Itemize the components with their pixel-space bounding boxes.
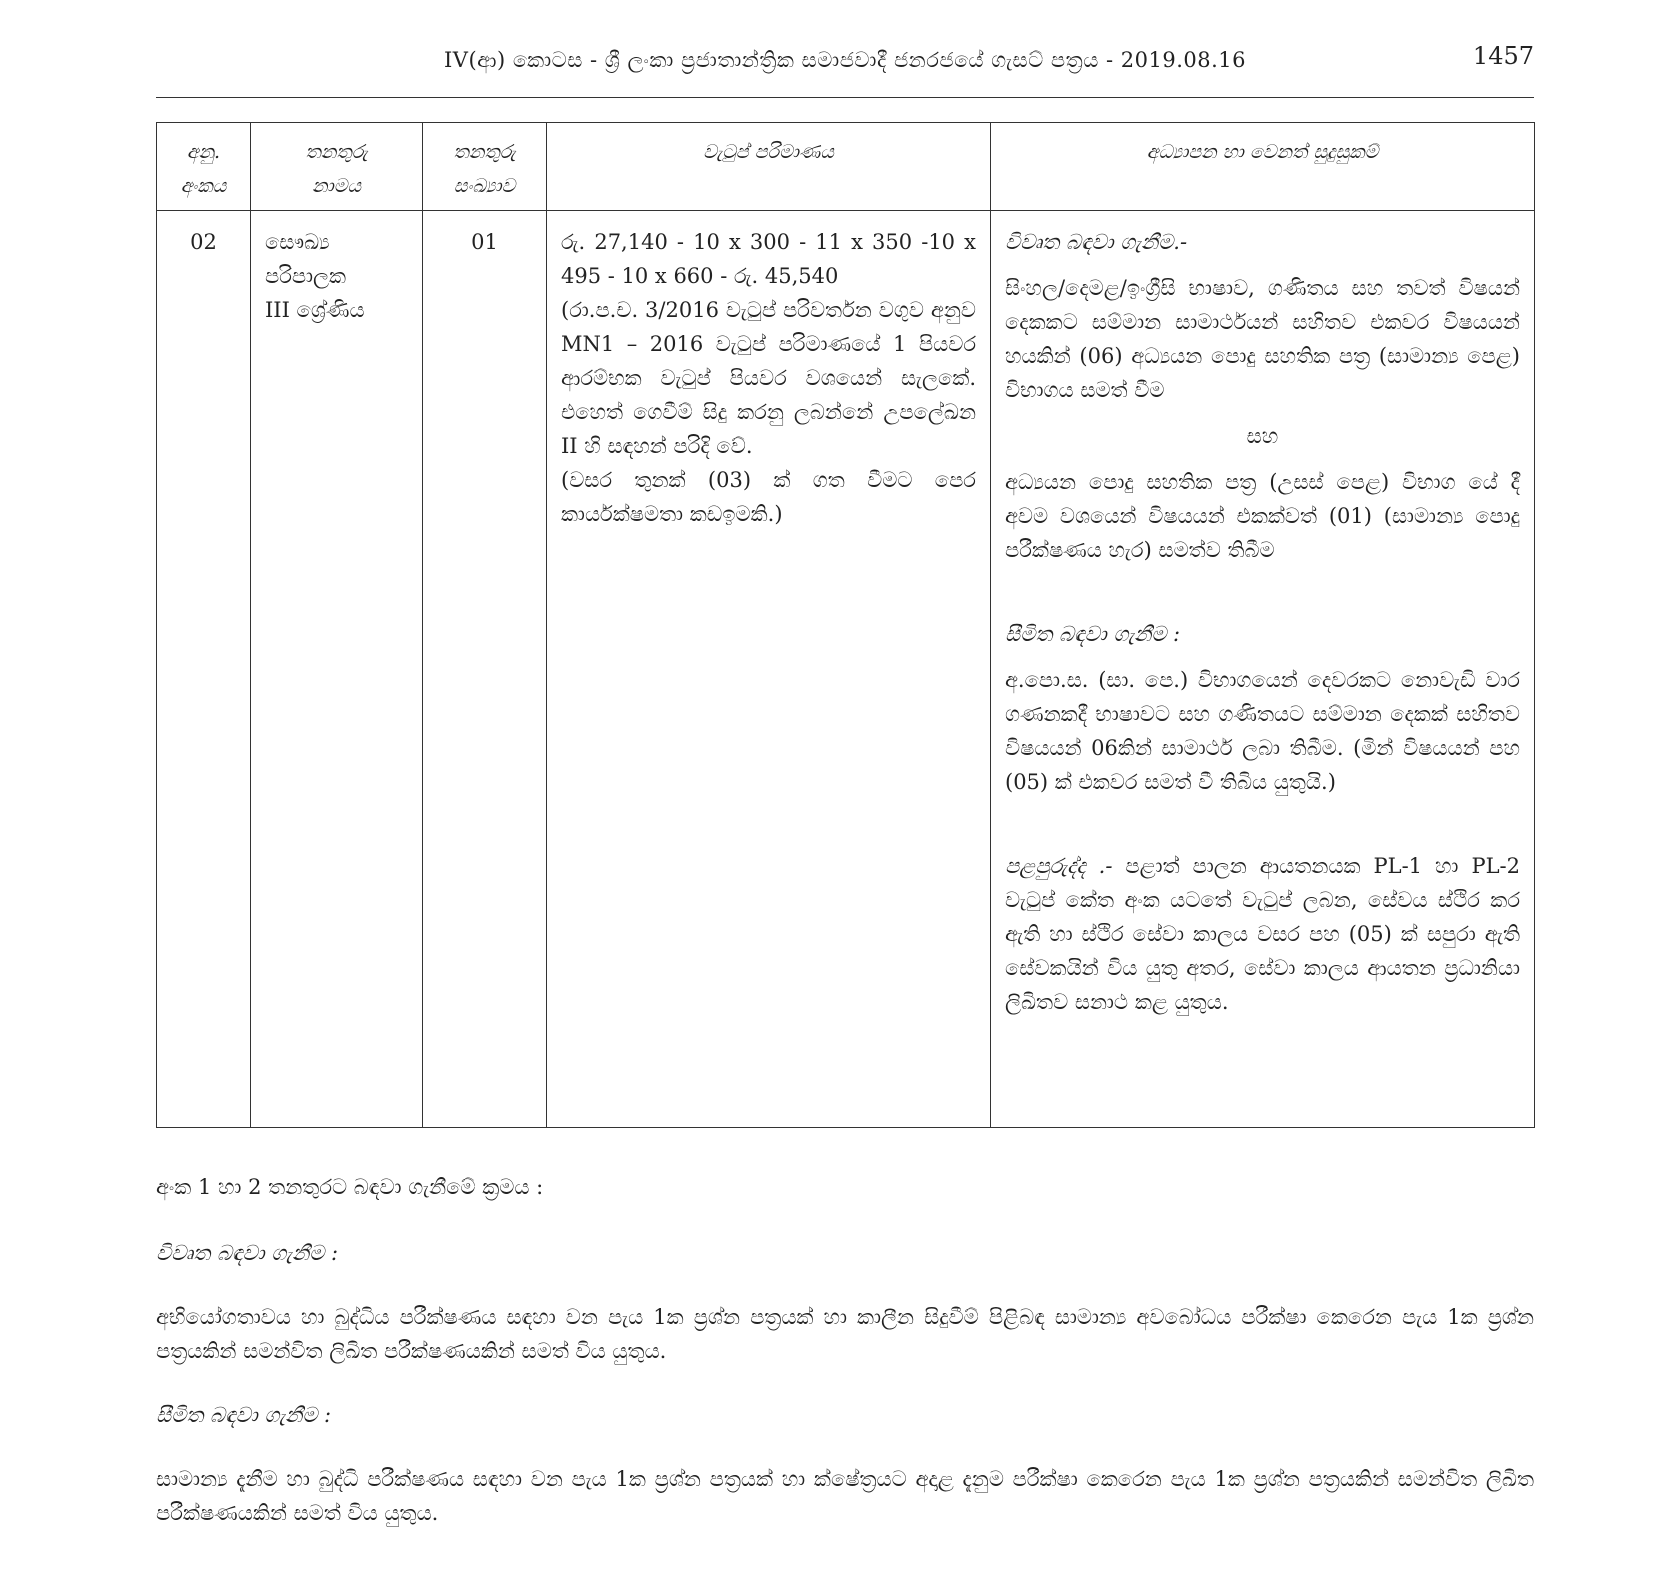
header-rule xyxy=(156,97,1534,98)
table-row xyxy=(157,211,1535,1128)
efficiency-bar-note: (වසර තුනක් (03) ක් ගත වීමට පෙර කාර්යක්ෂමතා කඩඉමකි.) xyxy=(561,468,976,526)
salary-cell xyxy=(547,211,991,1128)
header-salary-scale-line-1: වැටුප් පරිමාණය xyxy=(703,141,834,163)
post-title-line-3: III ශ්‍රේණිය xyxy=(265,298,365,322)
limited-qualification: අ.පො.ස. (සා. පෙ.) විභාගයෙන් දෙවරකට නොවැඩි වාර ගණනකදී භාෂාවට සහ ගණිතයට සම්මාන දෙකක් සහිතව විෂයයන් 06කින් සාමාර්ථ ලබා තිබීම. (මින් විෂයයන් පහ (05) ක් එකවර සමත් වී තිබිය යුතුයි.) xyxy=(1005,668,1520,794)
salary-note: (රා.ප.ච. 3/2016 වැටුප් පරිවර්තන වගුව අනුව MN1 – 2016 වැටුප් පරිමාණයේ 1 පියවර ආරම්භක වැටුප් පියවර වශයෙන් සැලකේ. එහෙත් ගෙවීම් සිදු කරනු ලබන්නේ උපලේඛන II හි සඳහන් පරිදි වේ. xyxy=(561,298,976,458)
header-serial-line-1: අනු. xyxy=(186,141,221,163)
post-title-line-2: පරිපාලක xyxy=(265,264,347,288)
open-recruitment-heading: විවෘත බඳවා ගැනීම.- xyxy=(1005,230,1188,254)
post-title-cell xyxy=(251,211,423,1128)
open-qualification-2: අධ්‍යයන පොදු සහතික පත්‍ර (උසස් පෙළ) විභාග යේ දී අවම වශයෙන් විෂයයන් එකක්වත් (01) (සාමාන්‍ය පොදු පරීක්ෂණය හැර) සමත්ව තිබීම xyxy=(1005,470,1520,562)
header-serial-line-2: අංකය xyxy=(180,175,227,197)
header-post-name xyxy=(251,123,423,211)
experience-label: පළපුරුද්ද .- xyxy=(1005,854,1113,878)
header-post-count-line-2: සංඛ්‍යාව xyxy=(453,175,516,197)
limited-exam-heading: සීමිත බඳවා ගැනීම : xyxy=(156,1403,332,1427)
open-exam-text: අභියෝගතාවය හා බුද්ධිය පරීක්ෂණය සඳහා වන පැය 1ක ප්‍රශ්න පත්‍රයක් හා කාලීන සිදුවීම් පිළිබඳ සාමාන්‍ය අවබෝධය පරීක්ෂා කෙරෙන පැය 1ක ප්‍රශ්න පත්‍රයකින් සමන්විත ලිඛිත පරීක්ෂණයකින් සමත් විය යුතුය. xyxy=(156,1305,1534,1363)
post-count: 01 xyxy=(423,211,547,1128)
header-qualifications xyxy=(991,123,1535,211)
limited-exam-text: සාමාන්‍ය දැනීම හා බුද්ධි පරීක්ෂණය සඳහා වන පැය 1ක ප්‍රශ්න පත්‍රයක් හා ක්ෂේත්‍රයට අදාළ දැනුම පරීක්ෂා කෙරෙන පැය 1ක ප්‍රශ්න පත්‍රයකින් සමන්විත ලිඛිත පරීක්ෂණයකින් සමත් විය යුතුය. xyxy=(156,1467,1534,1525)
gazette-header-title: IV(ආ) කොටස - ශ්‍රී ලංකා ප්‍රජාතාන්ත්‍රික සමාජවාදී ජනරජයේ ගැසට් පත්‍රය - 2019.08.16 xyxy=(444,48,1246,72)
header-salary-scale xyxy=(547,123,991,211)
recruitment-method-heading: අංක 1 හා 2 තනතුරට බඳවා ගැනීමේ ක්‍රමය : xyxy=(156,1175,544,1199)
header-qualifications-line-1: අධ්‍යාපන හා වෙනත් සුදුසුකම් xyxy=(1146,141,1379,163)
experience-requirement xyxy=(1005,849,1520,1019)
open-qualification-1: සිංහල/දෙමළ/ඉංග්‍රීසි භාෂාව, ගණිතය සහ තවත් විෂයන් දෙකකට සම්මාන සාමාර්ථයන් සහිතව එකවර විෂයයන් හයකින් (06) අධ්‍යයන පොදු සහතික පත්‍ර (සාමාන්‍ය පෙළ) විභාගය සමත් වීම xyxy=(1005,276,1520,402)
row-number: 02 xyxy=(157,211,251,1128)
table-header-row xyxy=(157,123,1535,211)
salary-scale: රු. 27,140 - 10 x 300 - 11 x 350 -10 x 495 - 10 x 660 - රු. 45,540 xyxy=(561,230,976,288)
experience-text: පළාත් පාලන ආයතනයක PL-1 හා PL-2 වැටුප් කේත අංක යටතේ වැටුප් ලබන, සේවය ස්ථිර කර ඇති හා ස්ථිර සේවා කාලය වසර පහ (05) ක් සපුරා ඇති සේවකයින් විය යුතු අතර, සේවා කාලය ආයතන ප්‍රධානියා ලිඛිතව සනාථ කළ යුතුය. xyxy=(1005,854,1520,1014)
vacancy-table xyxy=(156,122,1535,1128)
post-title-line-1: සෞඛ්‍ය xyxy=(265,230,330,254)
page-number: 1457 xyxy=(1472,42,1534,70)
header-post-name-line-2: නාමය xyxy=(311,175,361,197)
header-post-count xyxy=(423,123,547,211)
open-exam-heading: විවෘත බඳවා ගැනීම : xyxy=(156,1241,339,1265)
header-serial-number xyxy=(157,123,251,211)
header-post-name-line-1: තනතුරු xyxy=(305,141,368,163)
limited-recruitment-heading: සීමිත බඳවා ගැනීම : xyxy=(1005,622,1181,646)
qualifications-cell xyxy=(991,211,1535,1128)
page-header xyxy=(156,38,1534,98)
and-connector: සහ xyxy=(1246,424,1279,448)
header-post-count-line-1: තනතුරු xyxy=(453,141,516,163)
